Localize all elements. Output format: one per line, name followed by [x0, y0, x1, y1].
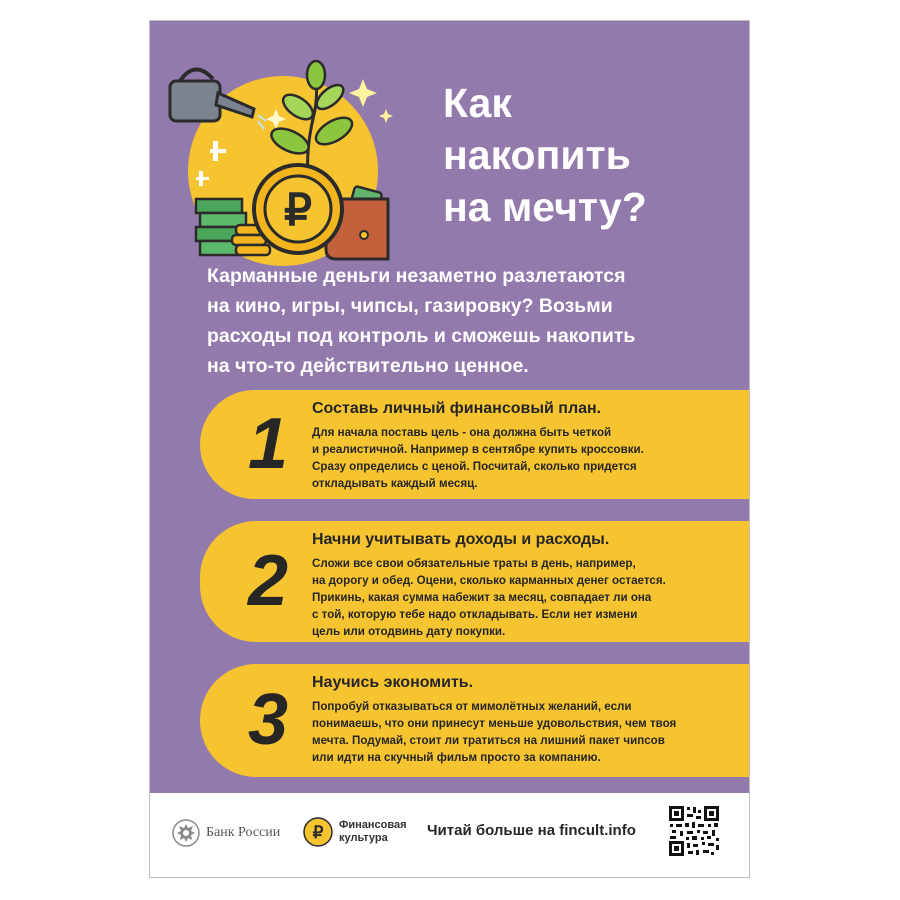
step-2-line-1: Сложи все свои обязательные траты в день, например,	[312, 557, 636, 570]
svg-text:₽: ₽	[284, 186, 312, 235]
step-1-line-1: Для начала поставь цель - она должна быть четкой	[312, 426, 612, 439]
intro-paragraph	[207, 261, 737, 381]
title-line-2: накопить	[443, 132, 631, 178]
step-2-number: 2	[247, 541, 289, 621]
purple-background	[150, 21, 749, 793]
title-line-3: на мечту?	[443, 184, 647, 230]
bank-of-russia-eagle-icon	[172, 819, 200, 847]
step-3-card	[200, 664, 749, 777]
step-1-line-3: Сразу определись с ценой. Посчитай, сколько придется	[312, 460, 637, 473]
intro-line-4: на что-то действительно ценное.	[207, 355, 529, 377]
step-3-line-1: Попробуй отказываться от мимолётных желаний, если	[312, 700, 632, 713]
intro-line-3: расходы под контроль и сможешь накопить	[207, 325, 636, 347]
poster	[149, 20, 750, 878]
intro-line-2: на кино, игры, чипсы, газировку? Возьми	[207, 295, 613, 317]
fin-culture-line-2: культура	[339, 832, 388, 844]
page-title	[443, 77, 647, 233]
step-1-card	[200, 390, 749, 499]
step-2-title: Начни учитывать доходы и расходы.	[312, 531, 610, 548]
step-1-number: 1	[247, 404, 289, 484]
svg-text:₽: ₽	[312, 823, 324, 842]
step-2-card	[200, 521, 749, 642]
fin-culture-line-1: Финансовая	[339, 819, 407, 831]
read-more-link[interactable]: Читай больше на fincult.info	[427, 822, 636, 839]
step-2-line-5: цель или отодвинь дату покупки.	[312, 625, 506, 638]
bank-of-russia-logo	[172, 818, 280, 848]
intro-line-1: Карманные деньги незаметно разлетаются	[207, 265, 626, 287]
piggy-coin-plant-illustration	[158, 49, 408, 274]
step-2-line-3: Прикинь, какая сумма набежит за месяц, совпадает ли она	[312, 591, 652, 604]
step-1-line-2: и реалистичной. Например в сентябре купить кроссовки.	[312, 443, 644, 456]
title-line-1: Как	[443, 80, 512, 126]
step-3-title: Научись экономить.	[312, 674, 474, 691]
step-3-line-4: или идти на скучный фильм просто за компанию.	[312, 751, 601, 764]
fin-culture-label	[339, 819, 407, 845]
ruble-coin-icon	[303, 817, 333, 847]
step-2-text	[312, 555, 742, 640]
step-3-text	[312, 698, 742, 766]
fincult-logo	[303, 813, 407, 851]
step-3-line-2: понимаешь, что они принесут меньше удовольствия, чем твоя	[312, 717, 677, 730]
qr-code-icon[interactable]	[668, 805, 720, 857]
step-2-line-2: на дорогу и обед. Оцени, сколько карманных денег остается.	[312, 574, 666, 587]
step-1-title: Составь личный финансовый план.	[312, 400, 602, 417]
bank-name: Банк России	[206, 825, 281, 840]
step-3-line-3: мечта. Подумай, стоит ли тратиться на лишний пакет чипсов	[312, 734, 665, 747]
step-1-line-4: откладывать каждый месяц.	[312, 477, 478, 490]
step-1-text	[312, 424, 742, 492]
step-2-line-4: с той, которую тебе надо откладывать. Если нет измени	[312, 608, 638, 621]
footer	[150, 793, 749, 877]
step-3-number: 3	[247, 680, 289, 760]
